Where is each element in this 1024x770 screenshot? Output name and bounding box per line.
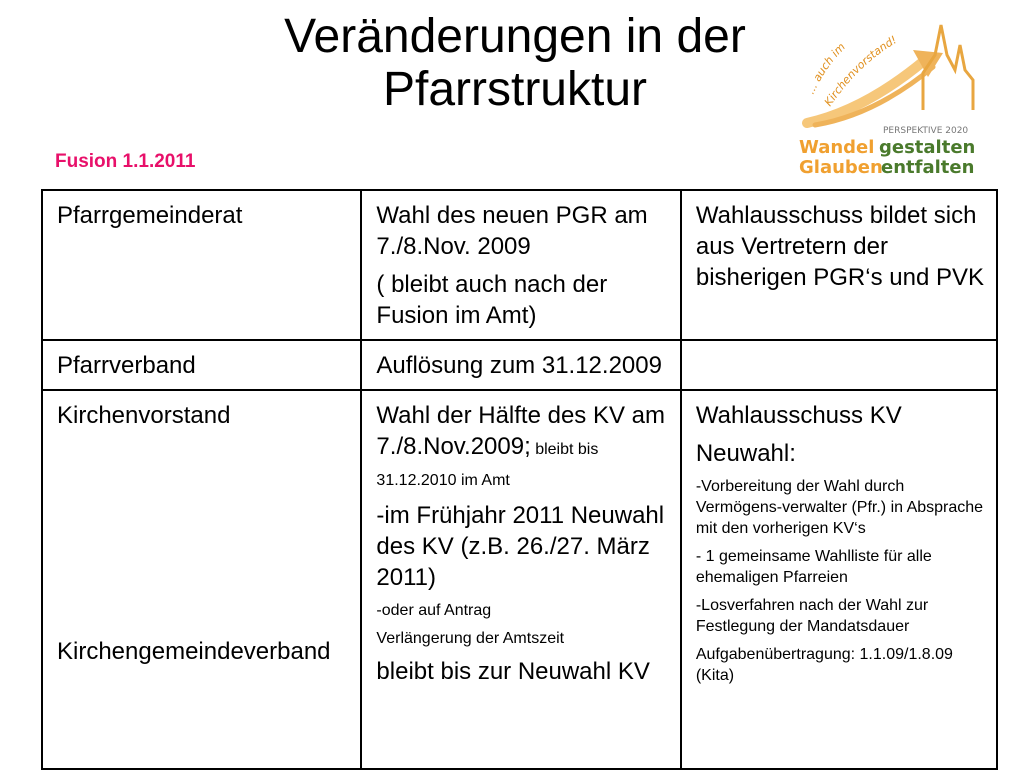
cell-paragraph: bleibt bis zur Neuwahl KV — [376, 658, 650, 685]
table-row — [42, 390, 997, 769]
cell-empty — [681, 340, 997, 390]
cell-paragraph: ( bleibt auch nach der Fusion im Amt) — [376, 271, 608, 329]
logo-arc-text-2: Kirchenvorstand! — [821, 33, 900, 109]
structure-table — [41, 189, 998, 770]
logo-perspective-text: PERSPEKTIVE 2020 — [883, 126, 969, 136]
cell-paragraph: -im Frühjahr 2011 Neuwahl des KV (z.B. 26./27. März 2011) — [376, 502, 665, 591]
title-line-2: Pfarrstruktur — [382, 63, 648, 116]
logo-wandel: Wandel — [799, 137, 875, 158]
title-line-1: Veränderungen in der — [284, 10, 746, 63]
cell-pfarrverband-aufloesung — [361, 340, 680, 390]
row-label-kirchenvorstand — [42, 390, 361, 769]
row-label-pfarrgemeinderat — [42, 190, 361, 340]
cell-kv-wahl — [361, 390, 680, 769]
text-large: Wahl der Hälfte des KV am 7./8.Nov.2009; — [376, 402, 665, 460]
cell-paragraph: Auflösung zum 31.12.2009 — [376, 352, 662, 379]
cell-paragraph: -Losverfahren nach der Wahl zur Festlegung der Mandatsdauer — [695, 597, 929, 635]
logo-arc-text-1: ... auch im — [803, 40, 848, 97]
table-row — [42, 340, 997, 390]
logo-glauben: Glauben — [799, 157, 883, 178]
logo-entfalten: entfalten — [881, 157, 975, 178]
cell-paragraph: -oder auf Antrag — [376, 602, 492, 619]
cell-paragraph: -Vorbereitung der Wahl durch Vermögens-verwalter (Pfr.) in Absprache mit den vorherigen KV‘s — [695, 478, 984, 537]
cell-paragraph: - 1 gemeinsame Wahlliste für alle ehemaligen Pfarreien — [695, 548, 932, 586]
cell-text-kirchengemeindeverband: Kirchengemeindeverband — [57, 638, 331, 665]
cell-text: Pfarrgemeinderat — [57, 202, 243, 229]
text-small: bleibt bis 31.12.2010 im Amt — [376, 441, 599, 489]
perspektive-2020-logo — [795, 15, 985, 180]
cell-spacer — [57, 431, 350, 636]
cell-paragraph: Verlängerung der Amtszeit — [376, 630, 565, 647]
cell-paragraph: Wahlausschuss KV — [695, 402, 902, 429]
cell-paragraph: Aufgabenübertragung: 1.1.09/1.8.09 (Kita) — [695, 646, 953, 684]
cell-paragraph: Neuwahl: — [695, 440, 796, 467]
cell-kv-wahlausschuss — [681, 390, 997, 769]
cell-paragraph — [376, 400, 669, 493]
cell-text: Pfarrverband — [57, 352, 196, 379]
subtitle: Fusion 1.1.2011 — [55, 151, 196, 172]
row-label-pfarrverband — [42, 340, 361, 390]
cell-text: Kirchenvorstand — [57, 402, 231, 429]
cell-paragraph: Wahl des neuen PGR am 7./8.Nov. 2009 — [376, 202, 648, 260]
logo-gestalten: gestalten — [879, 137, 976, 158]
cell-paragraph: Wahlausschuss bildet sich aus Vertretern der bisherigen PGR‘s und PVK — [695, 202, 984, 291]
cell-pgr-wahlausschuss — [681, 190, 997, 340]
slide-title — [170, 10, 860, 116]
table-row — [42, 190, 997, 340]
cell-pgr-wahl — [361, 190, 680, 340]
